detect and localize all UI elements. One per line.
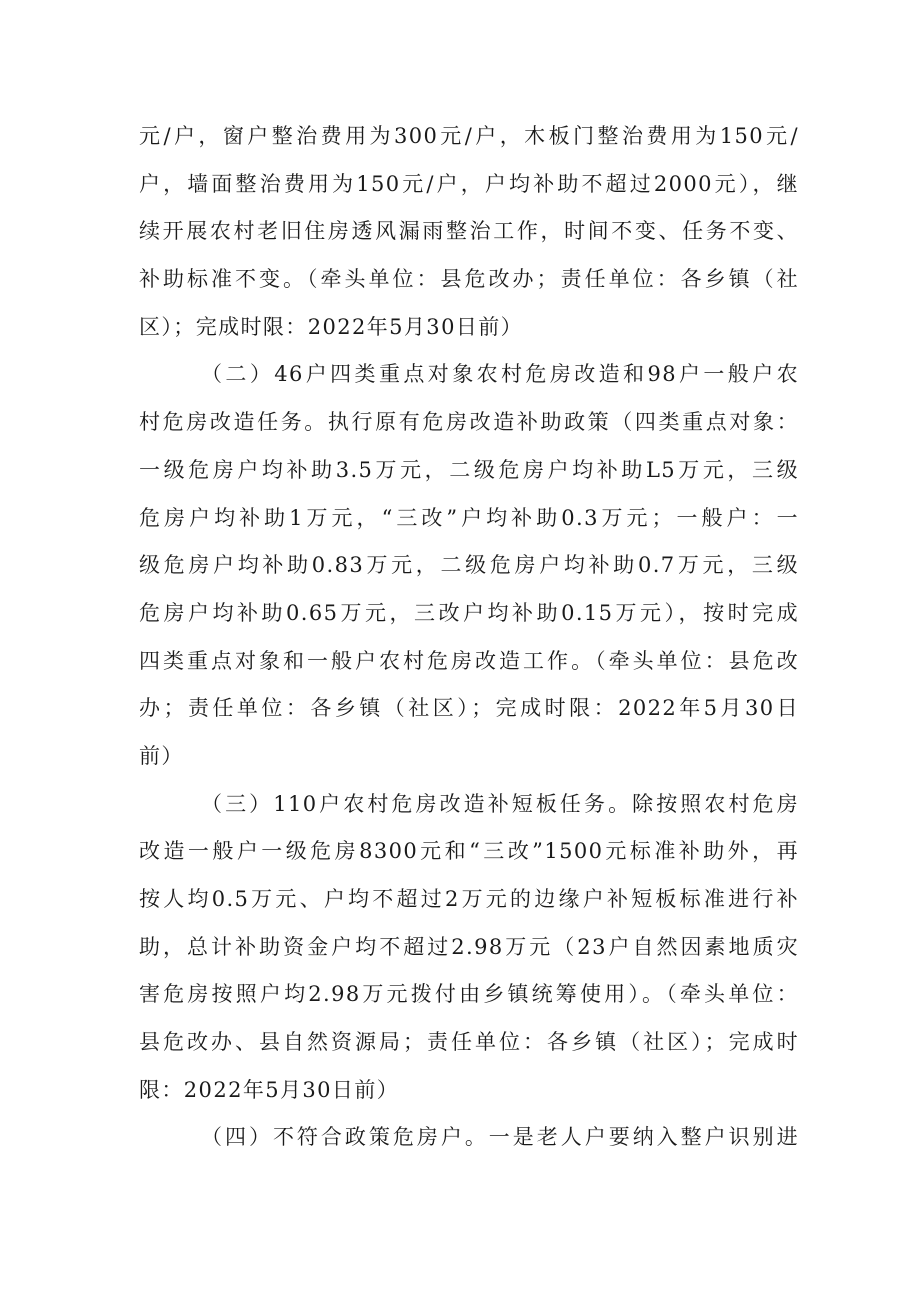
body-line-10: 级危房户均补助0.83万元，二级危房户均补助0.7万元，三级 <box>139 553 799 578</box>
body-line-16: 改造一般户一级危房8300元和“三改”1500元标准补助外，再 <box>139 839 799 864</box>
body-line-13: 办；责任单位：各乡镇（社区）；完成时限：2022年5月30日 <box>139 696 799 721</box>
body-line-12: 四类重点对象和一般户农村危房改造工作。（牵头单位：县危改 <box>139 648 799 673</box>
body-line-18: 助，总计补助资金户均不超过2.98万元（23户自然因素地质灾 <box>139 934 799 959</box>
body-line-21: 限：2022年5月30日前） <box>139 1077 400 1102</box>
body-line-20: 县危改办、县自然资源局；责任单位：各乡镇（社区）；完成时 <box>139 1030 799 1055</box>
body-line-14: 前） <box>139 743 184 768</box>
body-line-9: 危房户均补助1万元，“三改”户均补助0.3万元；一般户：一 <box>139 505 799 530</box>
body-line-3: 续开展农村老旧住房透风漏雨整治工作，时间不变、任务不变、 <box>139 219 799 244</box>
section-3-heading-line: （三）110户农村危房改造补短板任务。除按照农村危房 <box>201 791 799 816</box>
body-line-2: 户，墙面整治费用为150元/户，户均补助不超过2000元），继 <box>139 171 799 196</box>
body-line-19: 害危房按照户均2.98万元拨付由乡镇统筹使用）。（牵头单位： <box>139 982 799 1007</box>
section-4-heading-line: （四）不符合政策危房户。一是老人户要纳入整户识别进 <box>201 1125 799 1150</box>
document-body <box>139 113 799 1162</box>
body-line-1: 元/户，窗户整治费用为300元/户，木板门整治费用为150元/ <box>139 124 799 148</box>
body-line-5: 区）；完成时限：2022年5月30日前） <box>139 314 524 339</box>
body-line-8: 一级危房户均补助3.5万元，二级危房户均补助L5万元，三级 <box>139 457 799 482</box>
body-line-4: 补助标准不变。（牵头单位：县危改办；责任单位：各乡镇（社 <box>139 267 799 292</box>
body-line-7: 村危房改造任务。执行原有危房改造补助政策（四类重点对象： <box>139 410 799 435</box>
section-2-heading-line: （二）46户四类重点对象农村危房改造和98户一般户农 <box>201 362 799 387</box>
body-line-17: 按人均0.5万元、户均不超过2万元的边缘户补短板标准进行补 <box>139 887 799 911</box>
body-line-11: 危房户均补助0.65万元，三改户均补助0.15万元），按时完成 <box>139 600 799 625</box>
